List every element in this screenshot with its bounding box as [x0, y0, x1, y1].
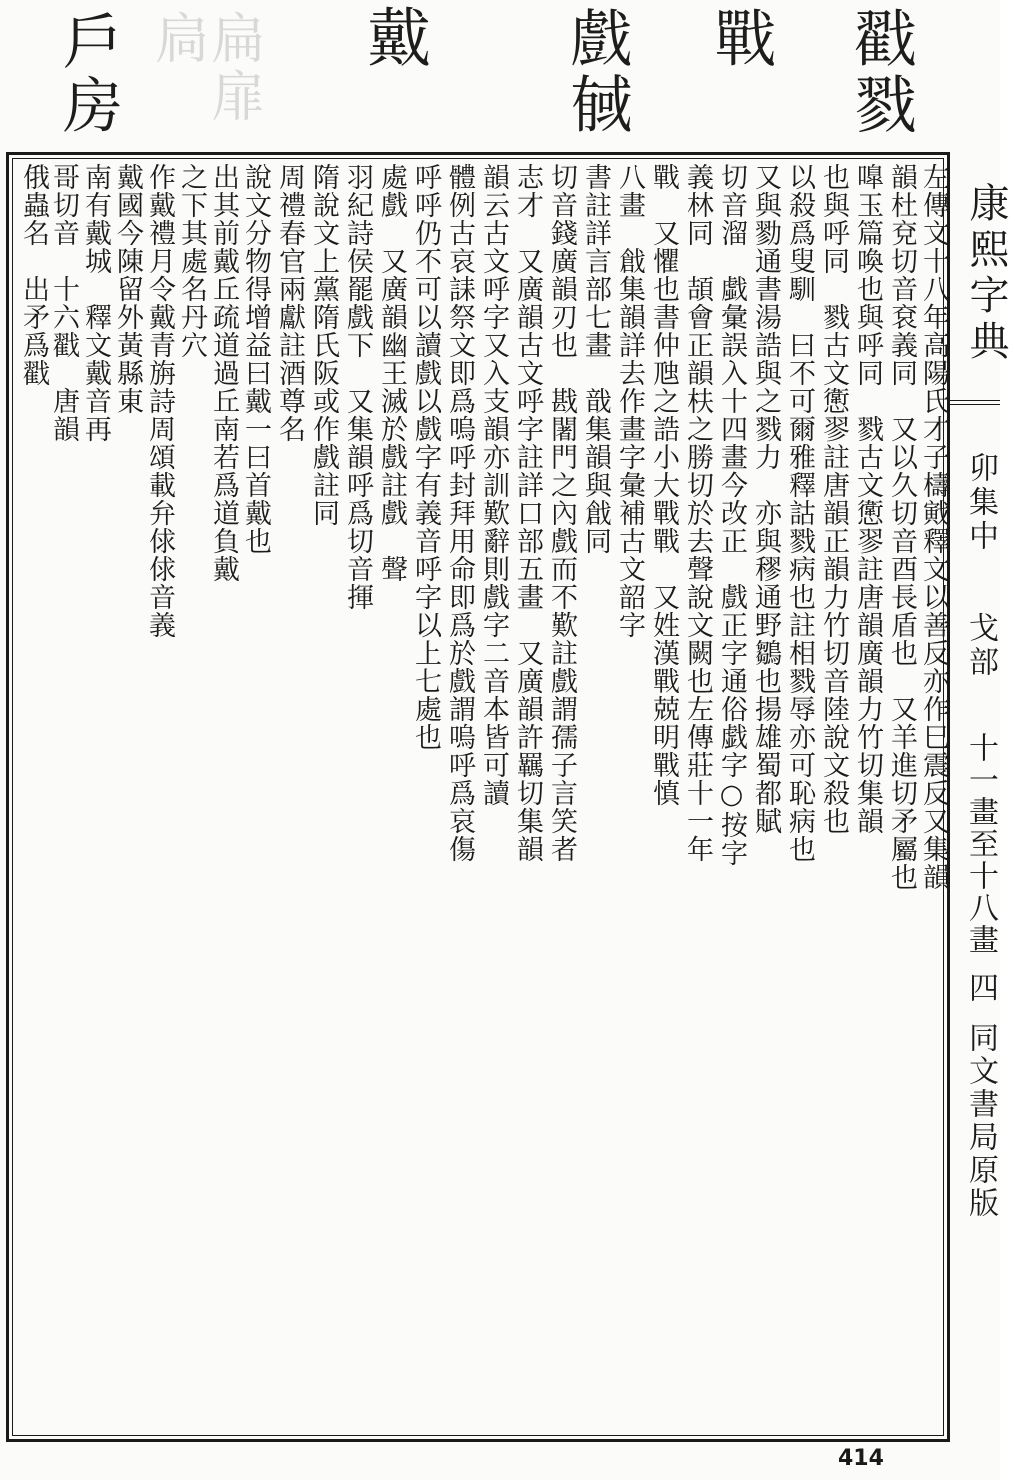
- text-column-19: 隋說文上黨隋氏阪或作戲註同: [308, 163, 339, 527]
- page-number: 414: [838, 1446, 884, 1471]
- text-column-18: 羽紀詩侯罷戲下 又集韻呼爲切音揮: [342, 163, 373, 611]
- page-index-label: 四: [963, 972, 998, 1002]
- running-header: [952, 152, 1009, 1442]
- seal-glyph-center: 戲戫: [560, 6, 633, 138]
- volume-label: 卯集中: [963, 452, 998, 554]
- text-column-23: 之下其處名丹穴: [176, 163, 207, 359]
- text-column-22: 出其前戴丘疏道過丘南若爲道負戴: [208, 163, 239, 583]
- stroke-range-label: 十一畫至十八畫: [963, 732, 998, 956]
- text-column-1: 左傳文十八年高陽氏才子檮戭釋文以善反亦作巳震反又集韻: [918, 163, 949, 891]
- text-column-25: 戴國今陳留外黃縣東: [112, 163, 143, 415]
- text-column-10: 八畫 戧集韻詳去作畫字彙補古文韶字: [614, 163, 645, 639]
- seal-glyph-right-center: 戰: [704, 6, 777, 72]
- seal-glyph-faint: 扁扉扃: [147, 10, 266, 126]
- text-column-12: 切音錢廣韻刃也 戡闍門之內戲而不歎註戲謂孺子言笑者: [546, 163, 577, 863]
- text-column-16: 呼呼仍不可以讀戲以戲字有義音呼字以上七處也: [410, 163, 441, 751]
- text-column-20: 周禮春官兩獻註酒尊名: [274, 163, 305, 443]
- text-column-28: 俄蟲名 出矛爲戳: [18, 163, 49, 387]
- text-column-24: 作戴禮月令戴青旃詩周頌載弁俅俅音義: [144, 163, 175, 639]
- radical-label: 戈部: [963, 612, 998, 680]
- text-column-4: 也與呼同 戮古文㦣翏註唐韻正韻力竹切音陸說文殺也: [818, 163, 849, 835]
- text-column-11: 書註詳言部七畫 戠集韻與戧同: [580, 163, 611, 555]
- text-column-3: 嘷玉篇喚也與呼同 戮古文㦣翏註唐韻廣韻力竹切集韻: [852, 163, 883, 835]
- seal-glyph-mid: 戴: [356, 4, 430, 72]
- dictionary-title: 康熙字典: [963, 182, 1009, 366]
- text-column-6: 又與勠通書湯誥與之戮力 亦與穋通野鶵也揚雄蜀都賦: [750, 163, 781, 835]
- text-column-21: 說文分物得增益曰戴一曰首戴也: [240, 163, 271, 555]
- seal-script-strip: [0, 0, 1000, 150]
- header-rule: [950, 400, 1000, 405]
- publisher-label: 同文書局原版: [963, 1022, 998, 1220]
- text-frame: [6, 152, 950, 1442]
- text-column-2: 韻杜兗切音袞義同 又以久切音酉長盾也 又羊進切矛屬也: [886, 163, 917, 891]
- text-column-8: 義林同 頡會正韻枎之勝切於去聲說文闕也左傳莊十一年: [682, 163, 713, 863]
- text-column-15: 體例古哀誄祭文即爲嗚呼封拜用命即爲於戲謂嗚呼爲哀傷: [444, 163, 475, 863]
- text-column-5: 以殺爲叟馴 曰不可爾雅釋詁戮病也註相戮辱亦可恥病也: [784, 163, 815, 863]
- text-column-7: 切音溜 戱彙誤入十四畫今改正 戲正字通俗戯字○按字: [716, 163, 747, 867]
- seal-glyph-right: 戳戮: [844, 6, 917, 138]
- text-column-17: 處戲 又廣韻幽王滅於戲註戲 聲: [376, 163, 407, 583]
- text-column-14: 韻云古文呼字又入支韻亦訓歎辭則戲字二音本皆可讀: [478, 163, 509, 807]
- text-column-27: 哥切音 十六戳 唐韻: [48, 163, 79, 443]
- text-column-13: 志才 又廣韻古文呼字註詳口部五畫 又廣韻許羈切集韻: [512, 163, 543, 863]
- text-column-26: 南有戴城 釋文戴音再: [80, 163, 111, 443]
- text-column-9: 戰 又懼也書仲虺之誥小大戰戰 又姓漢戰兢明戰慎: [648, 163, 679, 807]
- seal-glyph-left: 戶房: [53, 10, 123, 138]
